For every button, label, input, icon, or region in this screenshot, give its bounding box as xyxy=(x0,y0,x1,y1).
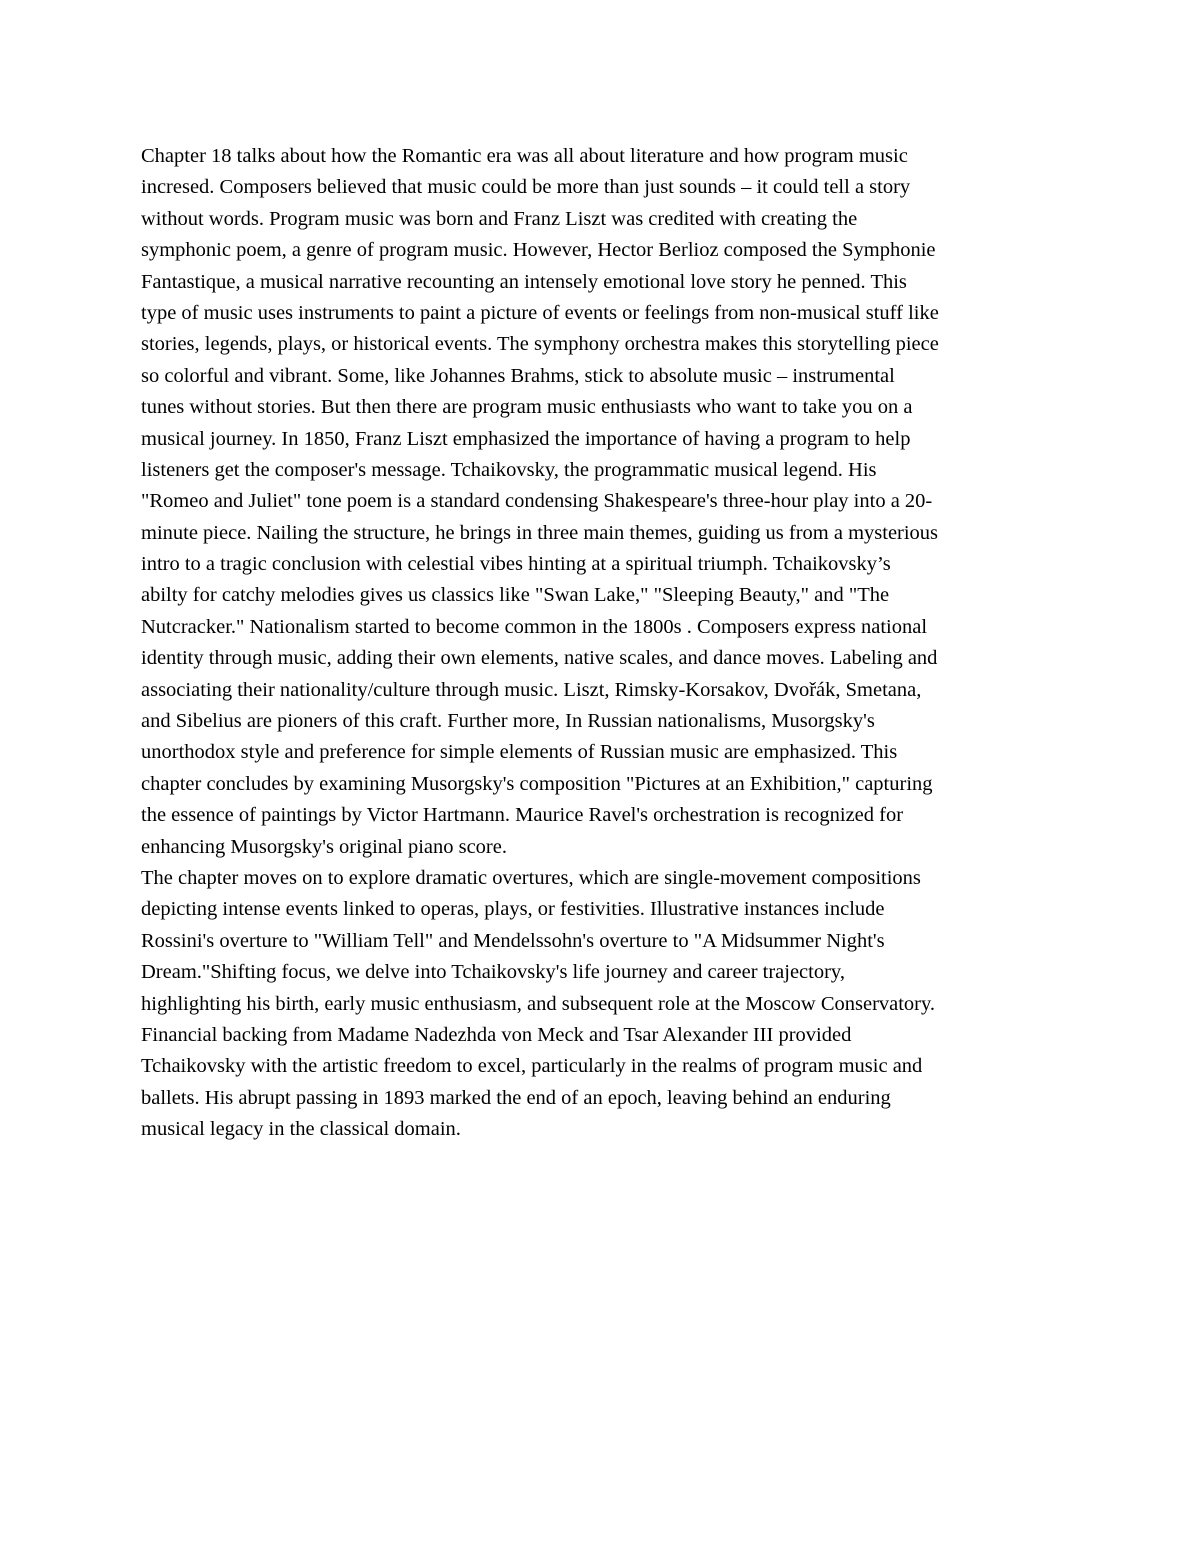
text-line: minute piece. Nailing the structure, he brings in three main themes, guiding us from a mysterious xyxy=(141,521,939,544)
text-line: Nutcracker." Nationalism started to become common in the 1800s . Composers express national xyxy=(141,615,928,638)
text-line: type of music uses instruments to paint a picture of events or feelings from non-musical stuff like xyxy=(141,301,939,324)
text-line: without words. Program music was born and Franz Liszt was credited with creating the xyxy=(141,207,858,230)
text-line: symphonic poem, a genre of program music. However, Hector Berlioz composed the Symphonie xyxy=(141,239,936,262)
text-line: Chapter 18 talks about how the Romantic era was all about literature and how program music xyxy=(141,145,908,167)
text-line: chapter concludes by examining Musorgsky's composition "Pictures at an Exhibition," capturing xyxy=(141,772,933,795)
text-line: stories, legends, plays, or historical events. The symphony orchestra makes this storytelling piece xyxy=(141,333,939,356)
document-body xyxy=(141,141,1063,1146)
text-line: the essence of paintings by Victor Hartmann. Maurice Ravel's orchestration is recognized for xyxy=(141,804,904,827)
text-line: Fantastique, a musical narrative recounting an intensely emotional love story he penned. This xyxy=(141,270,907,293)
text-line: The chapter moves on to explore dramatic overtures, which are single-movement compositions xyxy=(141,866,921,889)
text-line: Financial backing from Madame Nadezhda von Meck and Tsar Alexander III provided xyxy=(141,1023,852,1046)
text-line: so colorful and vibrant. Some, like Johannes Brahms, stick to absolute music – instrumental xyxy=(141,364,895,387)
text-line: "Romeo and Juliet" tone poem is a standard condensing Shakespeare's three-hour play into a 20- xyxy=(141,490,933,513)
text-line: incresed. Composers believed that music could be more than just sounds – it could tell a story xyxy=(141,176,911,199)
text-line: and Sibelius are pioners of this craft. Further more, In Russian nationalisms, Musorgsky's xyxy=(141,710,875,733)
text-line: abilty for catchy melodies gives us classics like "Swan Lake," "Sleeping Beauty," and "The xyxy=(141,584,890,607)
text-line: Rossini's overture to "William Tell" and Mendelssohn's overture to "A Midsummer Night's xyxy=(141,929,885,952)
text-line: listeners get the composer's message. Tchaikovsky, the programmatic musical legend. His xyxy=(141,458,877,481)
text-line: associating their nationality/culture through music. Liszt, Rimsky-Korsakov, Dvořák, Smetana, xyxy=(141,678,922,701)
text-line: identity through music, adding their own elements, native scales, and dance moves. Labeling and xyxy=(141,647,938,670)
text-line: tunes without stories. But then there are program music enthusiasts who want to take you on a xyxy=(141,396,913,419)
text-line: enhancing Musorgsky's original piano score. xyxy=(141,835,507,858)
text-line: ballets. His abrupt passing in 1893 marked the end of an epoch, leaving behind an enduring xyxy=(141,1086,891,1109)
text-line: highlighting his birth, early music enthusiasm, and subsequent role at the Moscow Conservatory. xyxy=(141,992,936,1015)
text-line: musical journey. In 1850, Franz Liszt emphasized the importance of having a program to help xyxy=(141,427,911,450)
text-line: musical legacy in the classical domain. xyxy=(141,1118,461,1141)
text-line: depicting intense events linked to operas, plays, or festivities. Illustrative instances include xyxy=(141,898,885,921)
text-line: unorthodox style and preference for simple elements of Russian music are emphasized. This xyxy=(141,741,898,764)
text-line: Tchaikovsky with the artistic freedom to excel, particularly in the realms of program music and xyxy=(141,1055,923,1078)
text-line: intro to a tragic conclusion with celestial vibes hinting at a spiritual triumph. Tchaikovsky’s xyxy=(141,553,891,576)
text-line: Dream."Shifting focus, we delve into Tchaikovsky's life journey and career trajectory, xyxy=(141,961,845,984)
